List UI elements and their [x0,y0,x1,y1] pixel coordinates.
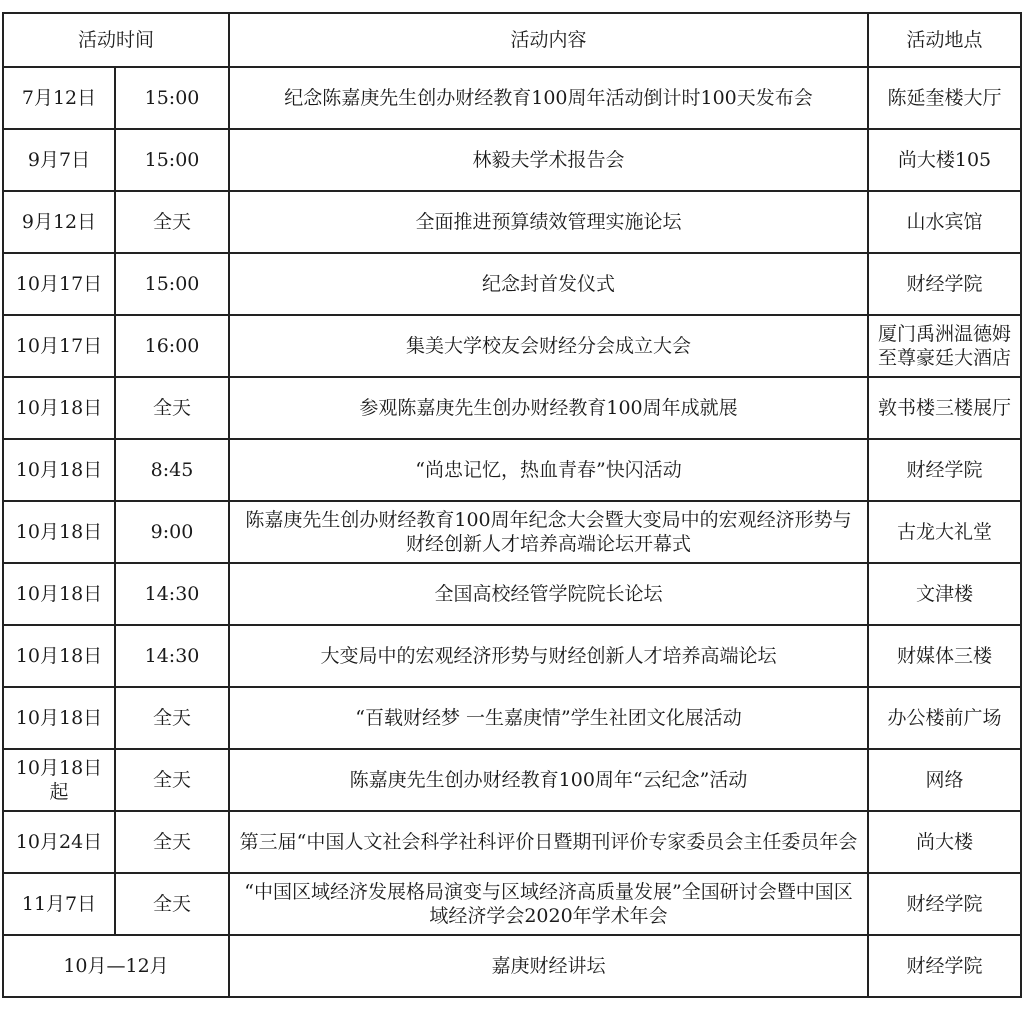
cell-date: 10月18日 [3,625,115,687]
table-row [3,191,1021,253]
cell-time: 15:00 [115,67,229,129]
cell-date: 10月18日 [3,501,115,563]
cell-time: 全天 [115,749,229,811]
cell-content: “尚忠记忆，热血青春”快闪活动 [229,439,868,501]
cell-date: 10月18日 [3,563,115,625]
cell-place: 古龙大礼堂 [868,501,1021,563]
cell-date: 10月24日 [3,811,115,873]
cell-place: 敦书楼三楼展厅 [868,377,1021,439]
cell-time: 14:30 [115,563,229,625]
cell-content: 纪念封首发仪式 [229,253,868,315]
cell-place: 山水宾馆 [868,191,1021,253]
cell-place: 尚大楼105 [868,129,1021,191]
cell-content: 全国高校经管学院院长论坛 [229,563,868,625]
cell-place: 财经学院 [868,935,1021,997]
table-row [3,315,1021,377]
table-row [3,749,1021,811]
cell-date: 10月17日 [3,253,115,315]
header-activity-content: 活动内容 [229,13,868,67]
header-activity-place: 活动地点 [868,13,1021,67]
cell-date: 11月7日 [3,873,115,935]
cell-time: 8:45 [115,439,229,501]
cell-period: 10月—12月 [3,935,229,997]
cell-time: 15:00 [115,129,229,191]
cell-content: 嘉庚财经讲坛 [229,935,868,997]
cell-date: 7月12日 [3,67,115,129]
cell-date: 9月12日 [3,191,115,253]
cell-date: 10月18日 [3,439,115,501]
table-row [3,625,1021,687]
cell-place: 陈延奎楼大厅 [868,67,1021,129]
table-row [3,687,1021,749]
table-row [3,501,1021,563]
cell-date: 10月18日 [3,687,115,749]
cell-date: 10月18日起 [3,749,115,811]
table-row [3,563,1021,625]
header-activity-time: 活动时间 [3,13,229,67]
cell-time: 全天 [115,191,229,253]
cell-time: 16:00 [115,315,229,377]
cell-date: 9月7日 [3,129,115,191]
cell-content: 集美大学校友会财经分会成立大会 [229,315,868,377]
table-row [3,129,1021,191]
cell-time: 15:00 [115,253,229,315]
cell-time: 9:00 [115,501,229,563]
cell-content: 纪念陈嘉庚先生创办财经教育100周年活动倒计时100天发布会 [229,67,868,129]
cell-place: 财经学院 [868,439,1021,501]
cell-place: 财媒体三楼 [868,625,1021,687]
cell-time: 全天 [115,377,229,439]
cell-time: 全天 [115,873,229,935]
cell-content: 陈嘉庚先生创办财经教育100周年纪念大会暨大变局中的宏观经济形势与财经创新人才培养高端论坛开幕式 [229,501,868,563]
cell-content: 第三届“中国人文社会科学社科评价日暨期刊评价专家委员会主任委员年会 [229,811,868,873]
table-row [3,439,1021,501]
cell-time: 全天 [115,687,229,749]
cell-place: 财经学院 [868,253,1021,315]
cell-place: 尚大楼 [868,811,1021,873]
table-row [3,873,1021,935]
cell-content: 林毅夫学术报告会 [229,129,868,191]
cell-content: 参观陈嘉庚先生创办财经教育100周年成就展 [229,377,868,439]
cell-content: 陈嘉庚先生创办财经教育100周年“云纪念”活动 [229,749,868,811]
cell-content: “中国区域经济发展格局演变与区域经济高质量发展”全国研讨会暨中国区域经济学会2020年学术年会 [229,873,868,935]
activity-schedule-table [2,12,1022,998]
cell-place: 文津楼 [868,563,1021,625]
cell-place: 网络 [868,749,1021,811]
cell-content: 大变局中的宏观经济形势与财经创新人才培养高端论坛 [229,625,868,687]
cell-content: “百载财经梦 一生嘉庚情”学生社团文化展活动 [229,687,868,749]
table-row [3,811,1021,873]
table-row [3,253,1021,315]
cell-time: 全天 [115,811,229,873]
cell-place: 厦门禹洲温德姆至尊豪廷大酒店 [868,315,1021,377]
table-row [3,67,1021,129]
cell-date: 10月17日 [3,315,115,377]
table-row-last [3,935,1021,997]
header-row [3,13,1021,67]
cell-date: 10月18日 [3,377,115,439]
table-row [3,377,1021,439]
cell-place: 财经学院 [868,873,1021,935]
cell-content: 全面推进预算绩效管理实施论坛 [229,191,868,253]
cell-time: 14:30 [115,625,229,687]
cell-place: 办公楼前广场 [868,687,1021,749]
